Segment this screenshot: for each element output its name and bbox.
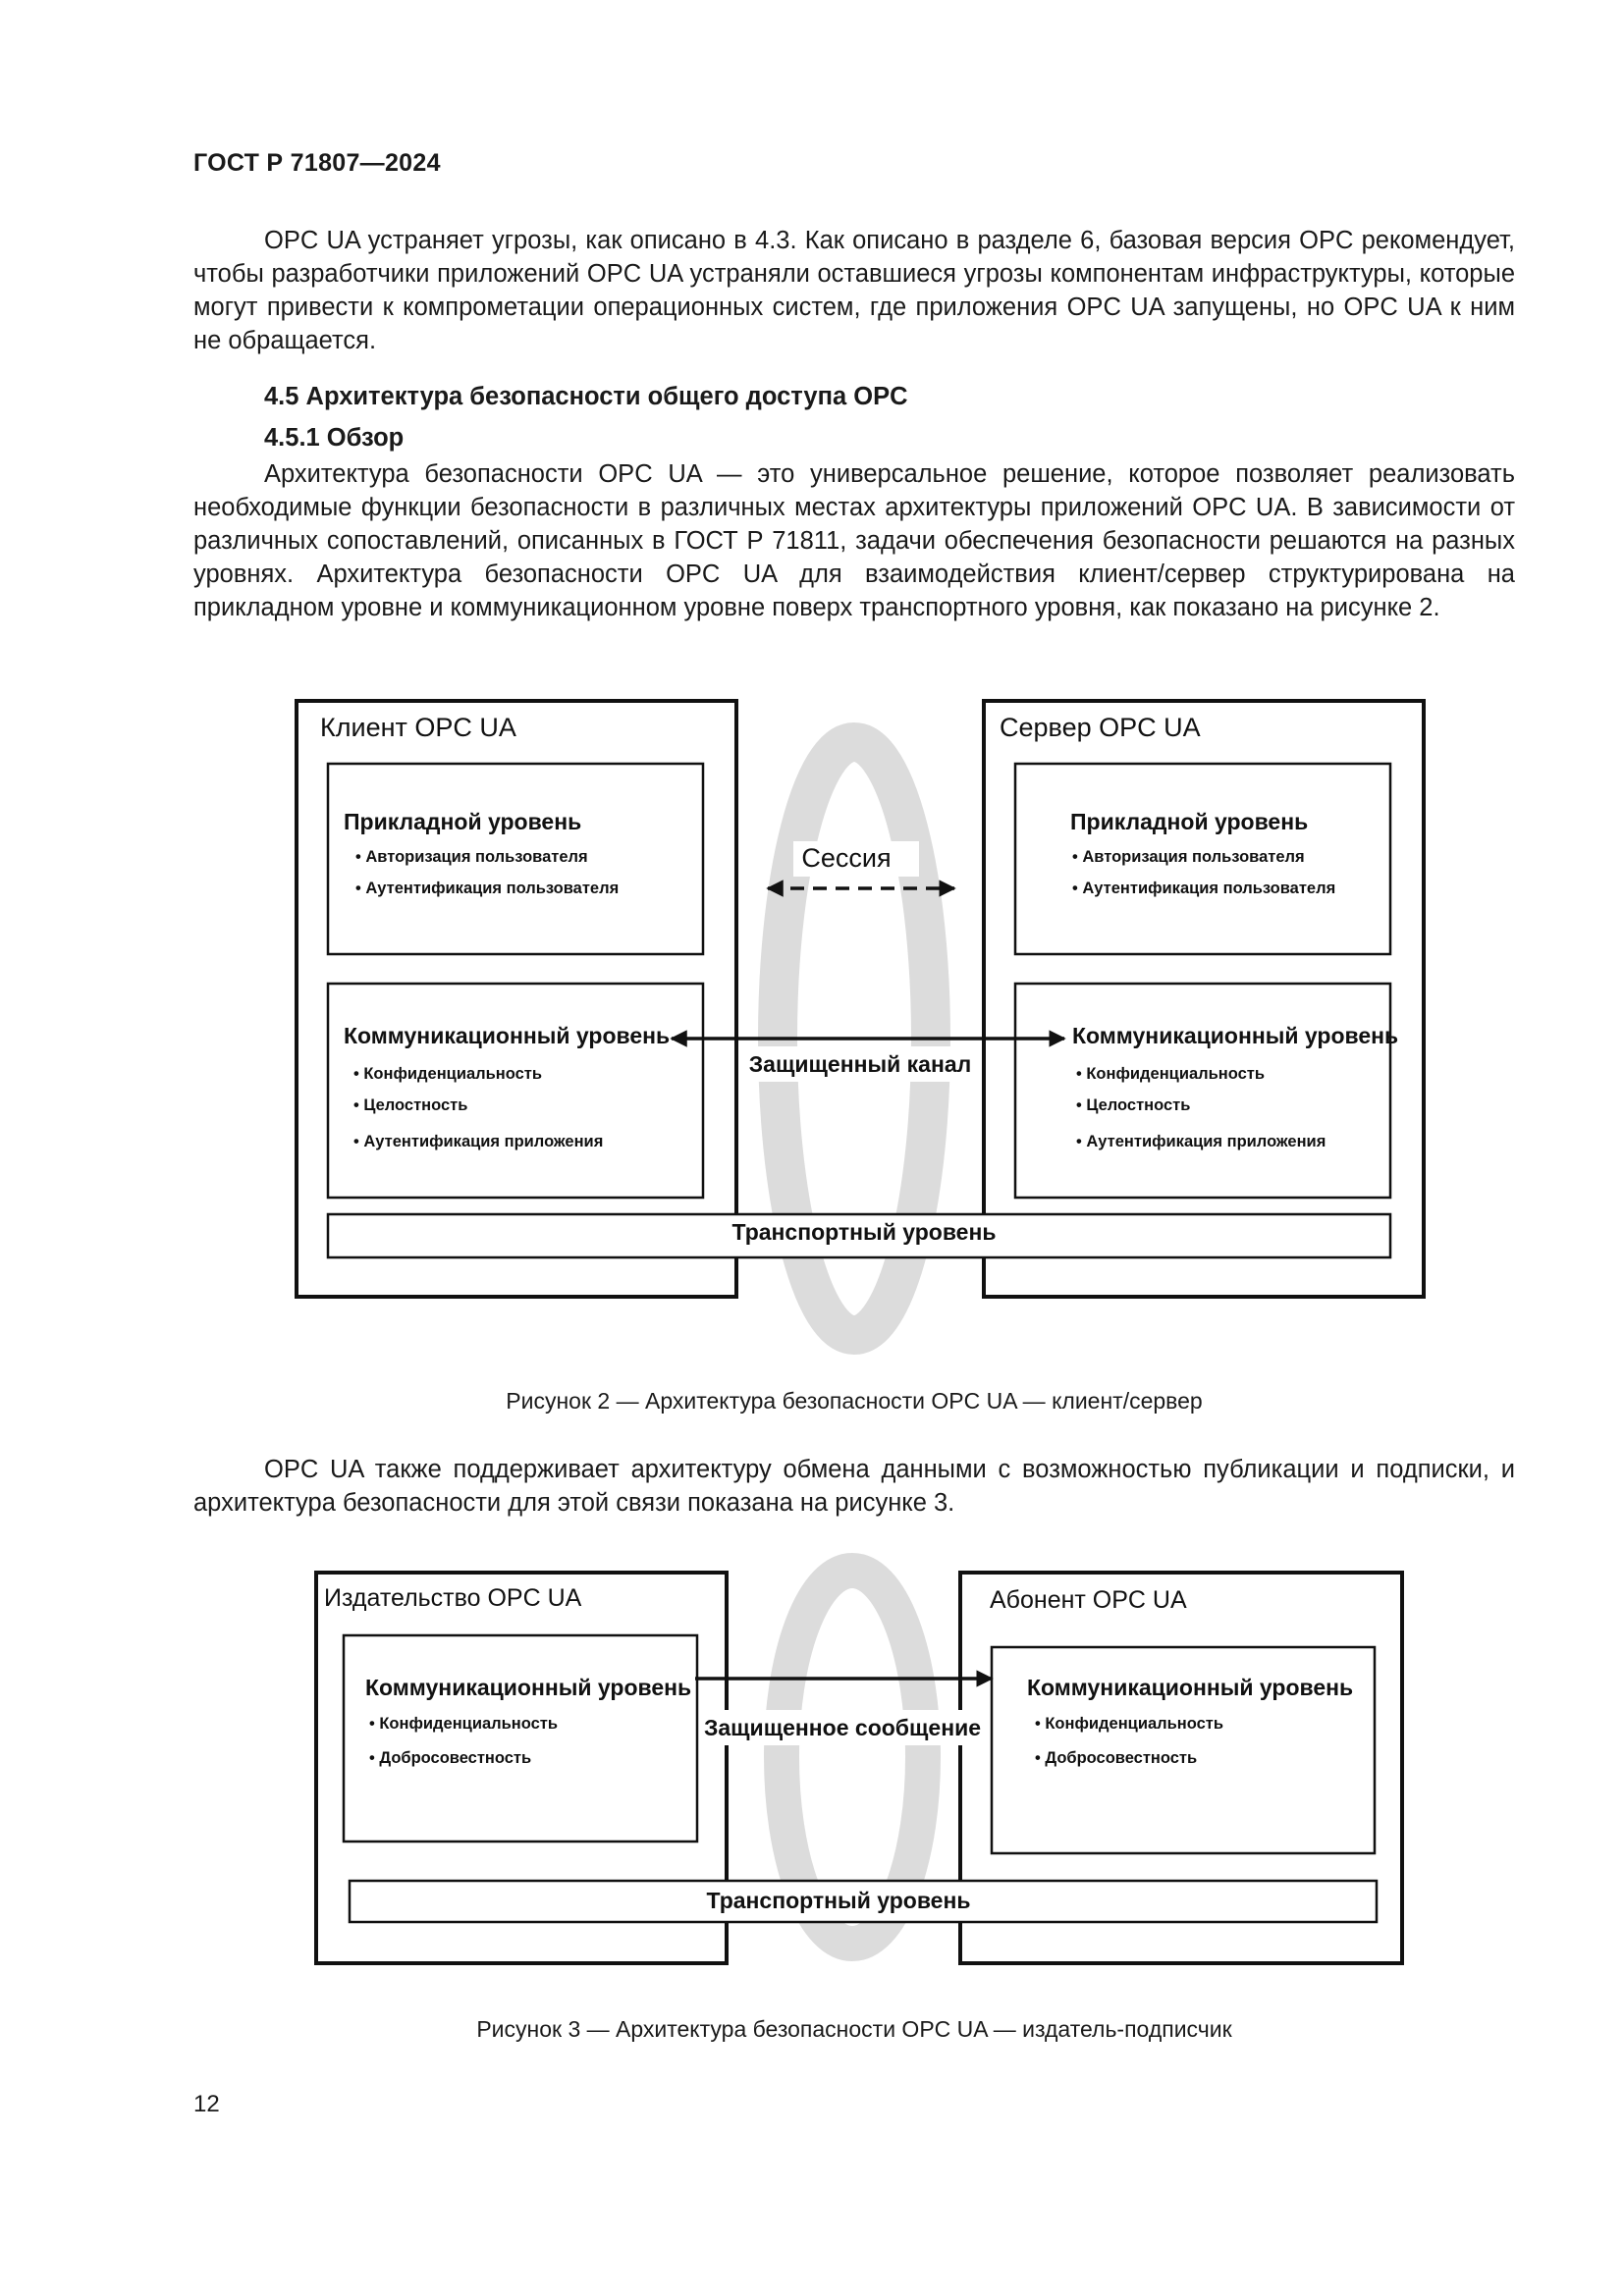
client-comm-bullet-2: • Целостность — [353, 1096, 468, 1114]
server-app-bullet-1: • Авторизация пользователя — [1072, 848, 1305, 866]
paragraph-threats-text: OPC UA устраняет угрозы, как описано в 4.3. Как описано в разделе 6, базовая версия OPC рекомендует, чтобы разработчики приложений OPC UA устраняли оставшиеся угрозы компонентам инфраструктуры, которые могут привести к компрометации операционных систем, где приложения OPC UA запущены, но OPC UA к ним не обращается. — [193, 227, 1515, 354]
section-heading-4-5-1: 4.5.1 Обзор — [264, 424, 405, 452]
secure-channel-label: Защищенный канал — [748, 1051, 972, 1077]
client-comm-level-box — [328, 984, 703, 1198]
client-app-level-title: Прикладной уровень — [344, 809, 582, 834]
paragraph-pubsub-text: OPC UA также поддерживает архитектуру обмена данными с возможностью публикации и подписки, и архитектура безопасности для этой связи показана на рисунке 3. — [193, 1456, 1515, 1517]
transport-level-label: Транспортный уровень — [731, 1219, 997, 1245]
server-comm-bullet-2: • Целостность — [1076, 1096, 1191, 1114]
subscriber-title: Абонент OPC UA — [990, 1586, 1187, 1614]
transport-level-label-2: Транспортный уровень — [706, 1888, 971, 1913]
subscriber-bullet-1: • Конфиденциальность — [1035, 1715, 1223, 1733]
server-app-bullet-2: • Аутентификация пользователя — [1072, 880, 1336, 897]
subscriber-comm-level-title: Коммуникационный уровень — [1027, 1675, 1354, 1700]
server-title: Сервер OPC UA — [1000, 713, 1201, 742]
secure-message-label: Защищенное сообщение — [703, 1715, 982, 1740]
publisher-title: Издательство OPC UA — [324, 1584, 582, 1612]
client-title: Клиент OPC UA — [320, 713, 516, 742]
client-comm-level-title: Коммуникационный уровень — [344, 1023, 671, 1048]
figure-3-diagram — [0, 1531, 1624, 1983]
paragraph-pubsub — [193, 1453, 1515, 1520]
client-app-bullet-1: • Авторизация пользователя — [355, 848, 588, 866]
client-app-bullet-2: • Аутентификация пользователя — [355, 880, 620, 897]
publisher-comm-level-title: Коммуникационный уровень — [365, 1675, 692, 1700]
server-comm-level-box — [1015, 984, 1390, 1198]
server-app-level-title: Прикладной уровень — [1070, 809, 1309, 834]
paragraph-architecture-text: Архитектура безопасности OPC UA — это универсальное решение, которое позволяет реализовать необходимые функции безопасности в различных местах архитектуры приложений OPC UA. В зависимости от различных сопоставлений, описанных в ГОСТ Р 71811, задачи обеспечения безопасности решаются на разных уровнях. Архитектура безопасности OPC UA для взаимодействия клиент/сервер структурирована на прикладном уровне и коммуникационном уровне поверх транспортного уровня, как показано на рисунке 2. — [193, 460, 1515, 621]
client-comm-bullet-1: • Конфиденциальность — [353, 1065, 542, 1083]
figure-3-caption: Рисунок 3 — Архитектура безопасности OPC UA — издатель-подписчик — [476, 2016, 1232, 2042]
section-heading-4-5: 4.5 Архитектура безопасности общего доступа OPC — [264, 383, 908, 410]
server-comm-level-title: Коммуникационный уровень — [1072, 1023, 1399, 1048]
figure-2-caption: Рисунок 2 — Архитектура безопасности OPC UA — клиент/сервер — [506, 1388, 1203, 1414]
server-comm-bullet-1: • Конфиденциальность — [1076, 1065, 1265, 1083]
page-number: 12 — [193, 2091, 220, 2117]
server-comm-bullet-3: • Аутентификация приложения — [1076, 1133, 1326, 1150]
session-label: Сессия — [801, 843, 892, 873]
subscriber-bullet-2: • Добросовестность — [1035, 1749, 1198, 1767]
client-comm-bullet-3: • Аутентификация приложения — [353, 1133, 604, 1150]
publisher-bullet-2: • Добросовестность — [369, 1749, 532, 1767]
document-header: ГОСТ Р 71807—2024 — [193, 149, 441, 177]
publisher-bullet-1: • Конфиденциальность — [369, 1715, 558, 1733]
publisher-comm-level-box — [344, 1635, 697, 1842]
